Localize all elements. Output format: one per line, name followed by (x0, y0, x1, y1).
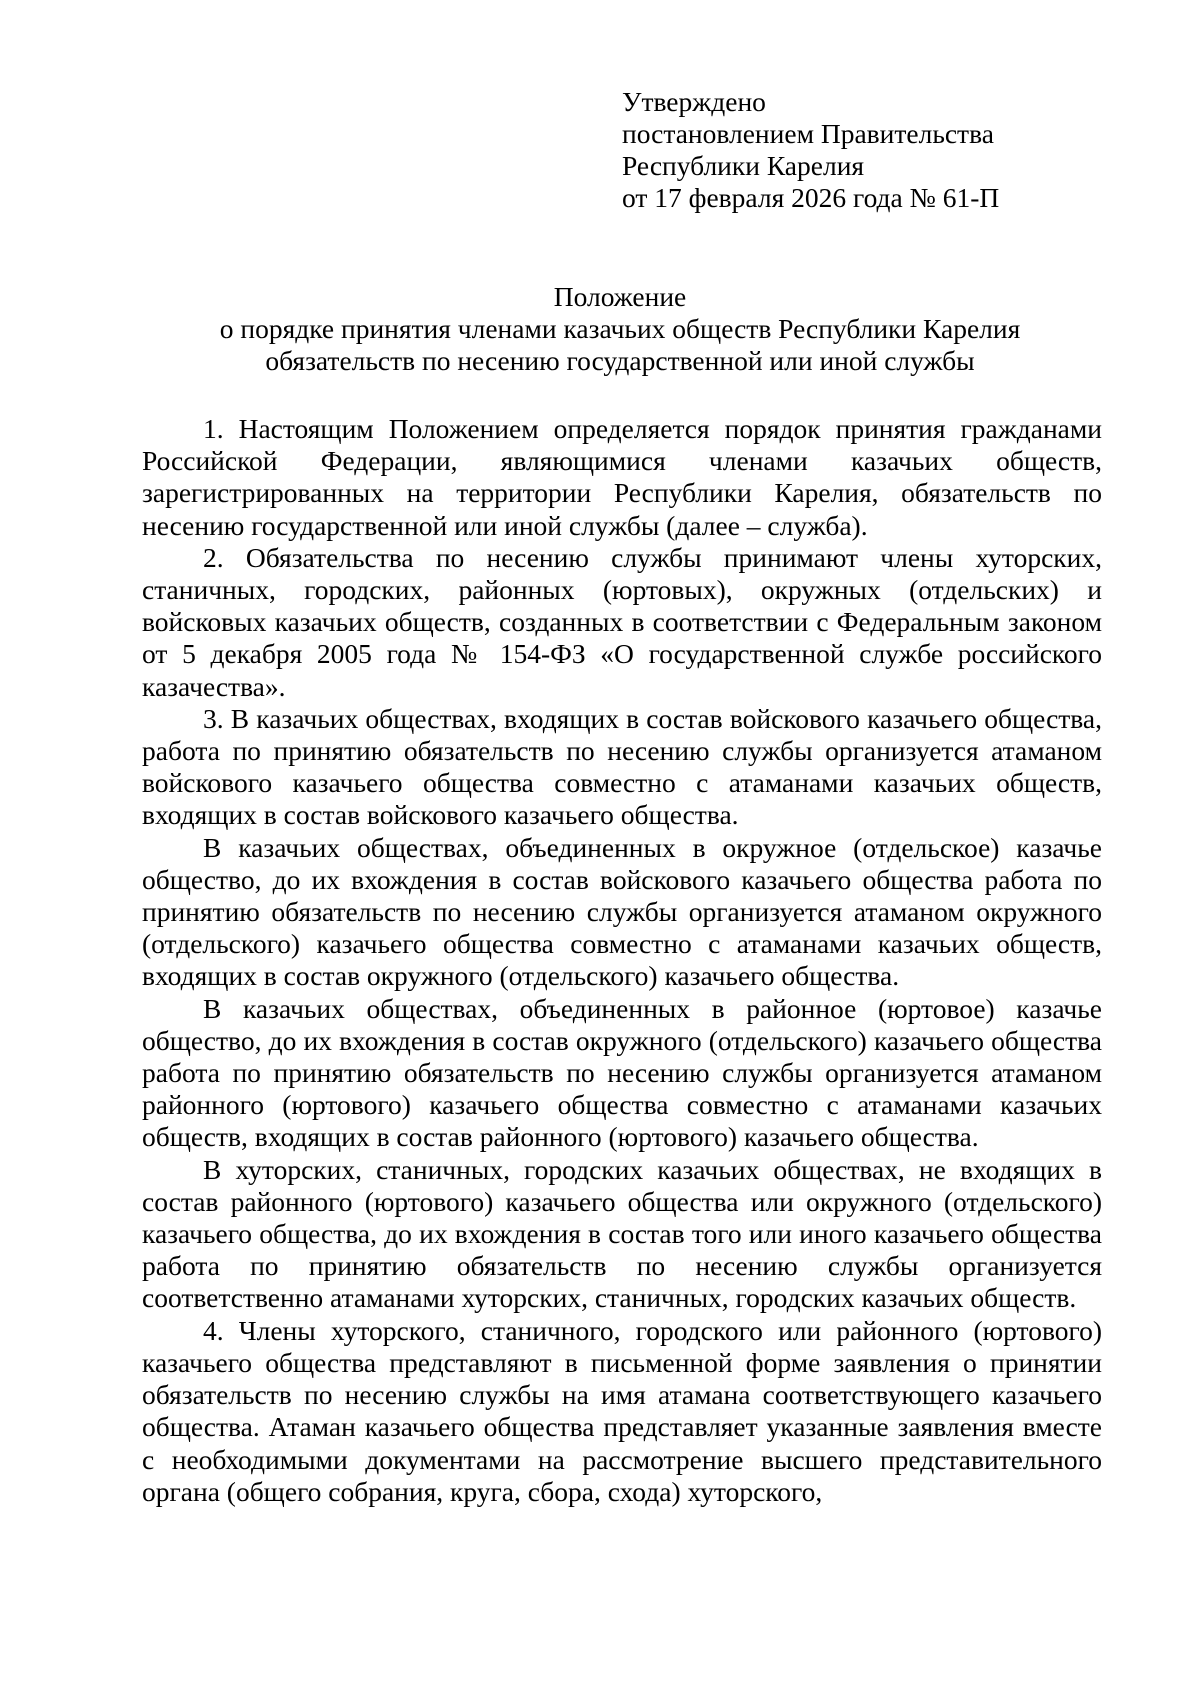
approval-line: Республики Карелия (622, 150, 865, 181)
approval-line: от 17 февраля 2026 года № 61-П (622, 182, 1000, 213)
title-line: о порядке принятия членами казачьих обществ Республики Карелия (219, 313, 1021, 344)
paragraph: 3. В казачьих обществах, входящих в состав войскового казачьего общества, работа по принятию обязательств по несению службы организуется атаманом войскового казачьего общества совместно с атаманами казачьих обществ, входящих в состав войскового казачьего общества. (142, 702, 1102, 831)
document-body (142, 413, 1102, 1508)
title-line: обязательств по несению государственной или иной службы (265, 345, 975, 376)
approval-stamp (622, 86, 999, 214)
title-line: Положение (553, 281, 687, 312)
document-title (0, 281, 1200, 377)
approval-line: Утверждено (622, 86, 766, 117)
paragraph: В хуторских, станичных, городских казачьих обществах, не входящих в состав районного (юртового) казачьего общества или окружного (отдельского) казачьего общества, до их вхождения в состав того или иного казачьего общества работа по принятию обязательств по несению службы организуется соответственно атаманами хуторских, станичных, городских казачьих обществ. (142, 1153, 1102, 1314)
paragraph: В казачьих обществах, объединенных в окружное (отдельское) казачье общество, до их вхождения в состав войскового казачьего общества работа по принятию обязательств по несению службы организуется атаманом окружного (отдельского) казачьего общества совместно с атаманами казачьих обществ, входящих в состав окружного (отдельского) казачьего общества. (142, 831, 1102, 992)
paragraph: В казачьих обществах, объединенных в районное (юртовое) казачье общество, до их вхождения в состав окружного (отдельского) казачьего общества работа по принятию обязательств по несению службы организуется атаманом районного (юртового) казачьего общества совместно с атаманами казачьих обществ, входящих в состав районного (юртового) казачьего общества. (142, 992, 1102, 1153)
approval-line: постановлением Правительства (622, 118, 994, 149)
paragraph: 1. Настоящим Положением определяется порядок принятия гражданами Российской Федерации, являющимися членами казачьих обществ, зарегистрированных на территории Республики Карелия, обязательств по несению государственной или иной службы (далее – служба). (142, 413, 1102, 541)
paragraph: 2. Обязательства по несению службы принимают члены хуторских, станичных, городских, районных (юртовых), окружных (отдельских) и войсковых казачьих обществ, созданных в соответствии с Федеральным законом от 5 декабря 2005 года № 154-ФЗ «О государственной службе российского казачества». (142, 541, 1102, 702)
paragraph: 4. Члены хуторского, станичного, городского или районного (юртового) казачьего общества представляют в письменной форме заявления о принятии обязательств по несению службы на имя атамана соответствующего казачьего общества. Атаман казачьего общества представляет указанные заявления вместе с необходимыми документами на рассмотрение высшего представительного органа (общего собрания, круга, сбора, схода) хуторского, (142, 1314, 1102, 1507)
